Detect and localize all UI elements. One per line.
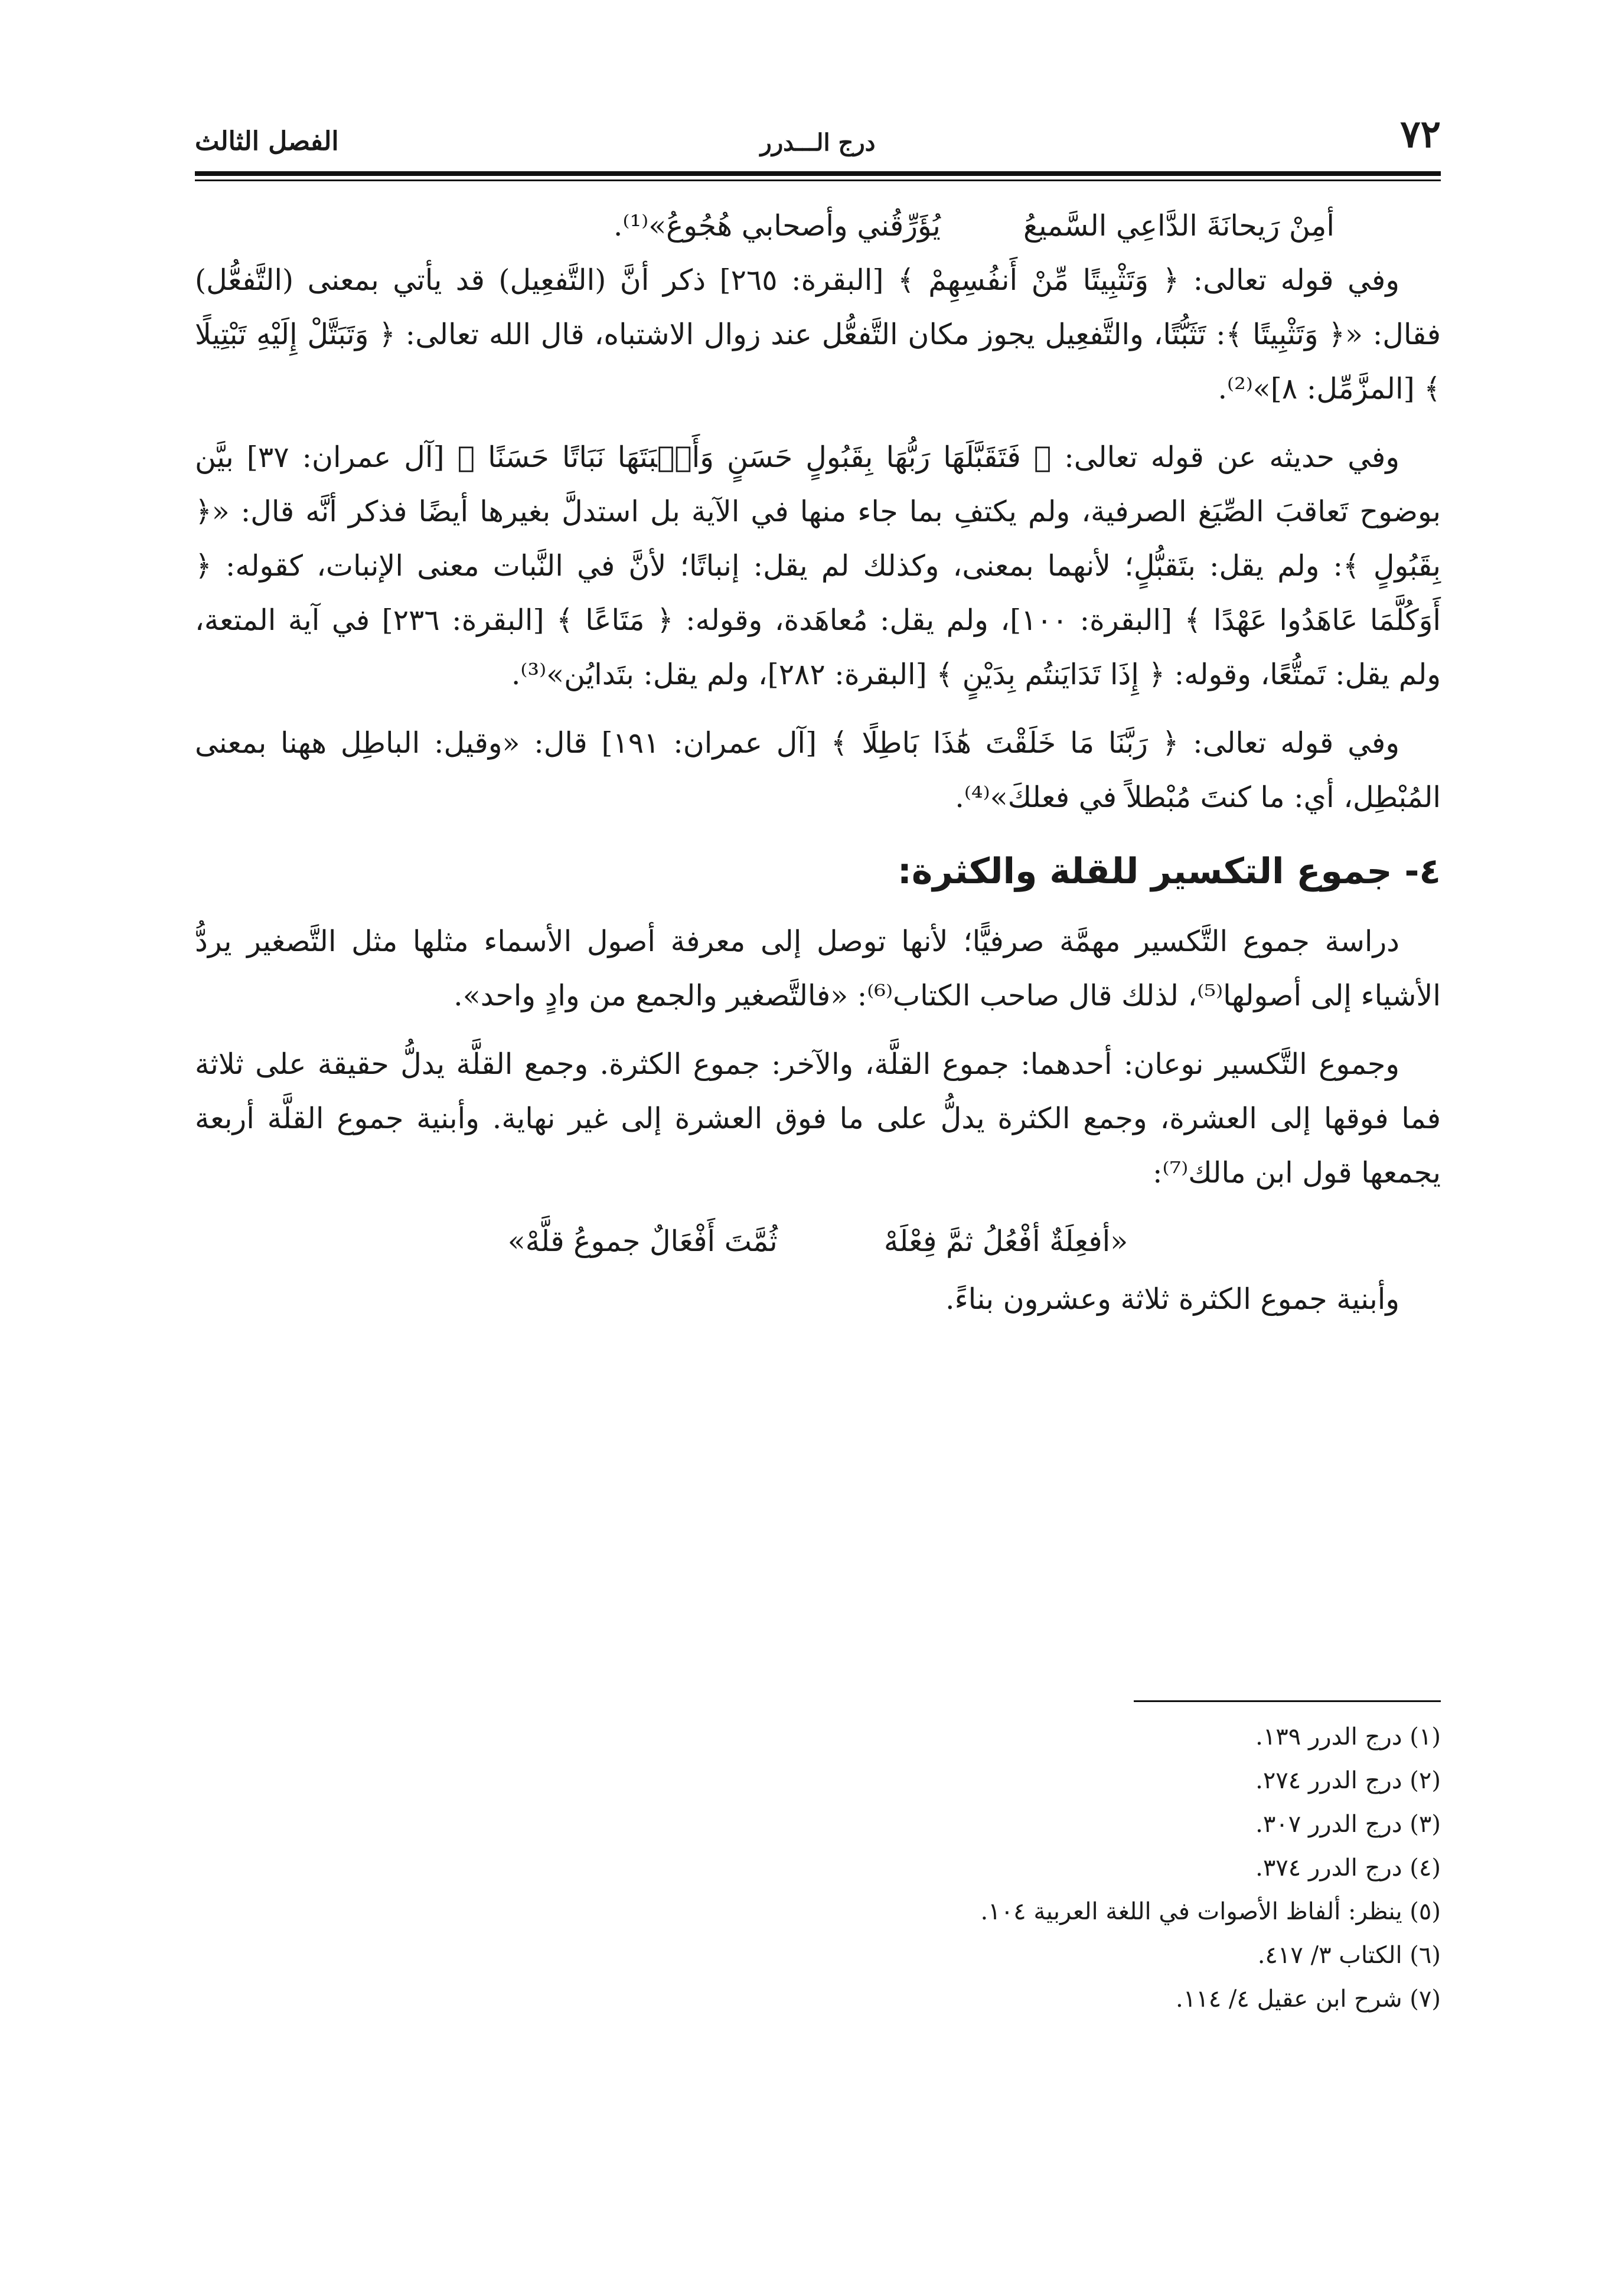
chapter-title: الفصل الثالث [195, 126, 339, 156]
main-text [195, 199, 1441, 1327]
footnote: (٣) درج الدرر ٣٠٧. [1255, 1811, 1441, 1838]
paragraph: وفي حديثه عن قوله تعالى: ﴿ فَتَقَبَّلَهَا رَبُّهَا بِقَبُولٍ حَسَنٍ وَأَنۢبَتَهَا نَبَاتًا حَسَنًا ﴾ [آل عمران: ٣٧] بيَّن بوضوح تَعاقبَ الصِّيَغ الصرفية، ولم يكتفِ بما جاء منها في الآية بل استدلَّ بغيرها أيضًا فذكر أنَّه قال: «﴿ بِقَبُولٍ ﴾: ولم يقل: بتَقبُّلٍ؛ لأنهما بمعنى، وكذلك لم يقل: إنباتًا؛ لأنَّ في النَّبات معنى الإنبات، كقوله: ﴿ أَوَكُلَّمَا عَاهَدُوا عَهْدًا ﴾ [البقرة: ١٠٠]، ولم يقل: مُعاهَدة، وقوله: ﴿ مَتَاعًا ﴾ [البقرة: ٢٣٦] في آية المتعة، ولم يقل: تَمتُّعًا، وقوله: ﴿ إِذَا تَدَايَنتُم بِدَيْنٍ ﴾ [البقرة: ٢٨٢]، ولم يقل: بتَدايُن»⁽³⁾. [195, 440, 1441, 691]
footnote: (٤) درج الدرر ٣٧٤. [1255, 1854, 1441, 1882]
footnote: (٦) الكتاب ٣/ ٤١٧. [1257, 1942, 1441, 1969]
footnote: (٧) شرح ابن عقيل ٤/ ١١٤. [1176, 1985, 1441, 2013]
paragraph: وفي قوله تعالى: ﴿ وَتَثْبِيتًا مِّنْ أَنفُسِهِمْ ﴾ [البقرة: ٢٦٥] ذكر أنَّ (التَّفعِيل) قد يأتي بمعنى (التَّفعُّل) فقال: «﴿ وَتَثْبِيتًا ﴾: تَثَبُّتًا، والتَّفعِيل يجوز مكان التَّفعُّل عند زوال الاشتباه، قال الله تعالى: ﴿ وَتَبَتَّلْ إِلَيْهِ تَبْتِيلًا ﴾ [المزَّمِّل: ٨]»⁽²⁾. [195, 263, 1441, 406]
document-page [195, 112, 1441, 2013]
page-number: ٧٢ [1400, 112, 1441, 156]
footnotes-list [732, 1715, 1441, 2021]
footnote: (٢) درج الدرر ٢٧٤. [1255, 1767, 1441, 1794]
footnote: (٥) ينظر: ألفاظ الأصوات في اللغة العربية ١٠٤. [980, 1898, 1441, 1925]
poetry-verse [195, 199, 1441, 253]
footnote-separator [1134, 1700, 1441, 1702]
book-title: درج الـــدرر [760, 129, 876, 156]
running-header [195, 112, 1441, 171]
section-heading: ٤- جموع التكسير للقلة والكثرة: [897, 851, 1441, 892]
header-rule-thin [195, 179, 1441, 181]
paragraph: وجموع التَّكسير نوعان: أحدهما: جموع القلَّة، والآخر: جموع الكثرة. وجمع القلَّة يدلُّ حقيقة على ثلاثة فما فوقها إلى العشرة، وجمع الكثرة يدلُّ على ما فوق العشرة إلى غير نهاية. وأبنية جموع القلَّة أربعة يجمعها قول ابن مالك⁽⁷⁾: [195, 1047, 1441, 1190]
paragraph: وأبنية جموع الكثرة ثلاثة وعشرون بناءً. [945, 1282, 1399, 1316]
verse-hemistich-left: ثُمَّتَ أَفْعَالٌ جموعُ قلَّهْ» [507, 1224, 778, 1258]
footnote: (١) درج الدرر ١٣٩. [1255, 1723, 1441, 1750]
poetry-verse [195, 1214, 1441, 1269]
paragraph: دراسة جموع التَّكسير مهمَّة صرفيًّا؛ لأنها توصل إلى معرفة أصول الأسماء مثلها مثل التَّصغير يردُّ الأشياء إلى أصولها⁽⁵⁾، لذلك قال صاحب الكتاب⁽⁶⁾: «فالتَّصغير والجمع من وادٍ واحد». [195, 925, 1441, 1013]
verse-hemistich-left: يُؤَرِّقُني وأصحابي هُجُوعُ»⁽¹⁾. [613, 209, 941, 243]
verse-hemistich-right: أمِنْ رَيحانَةَ الدَّاعِي السَّميعُ [1023, 209, 1335, 243]
paragraph: وفي قوله تعالى: ﴿ رَبَّنَا مَا خَلَقْتَ هَٰذَا بَاطِلًا ﴾ [آل عمران: ١٩١] قال: «وقيل: الباطِل ههنا بمعنى المُبْطِل، أي: ما كنتَ مُبْطلاً في فعلكَ»⁽⁴⁾. [195, 726, 1441, 814]
header-rule [195, 171, 1441, 176]
verse-hemistich-right: «أفعِلَةٌ أفْعُلُ ثمَّ فِعْلَهْ [883, 1224, 1128, 1258]
